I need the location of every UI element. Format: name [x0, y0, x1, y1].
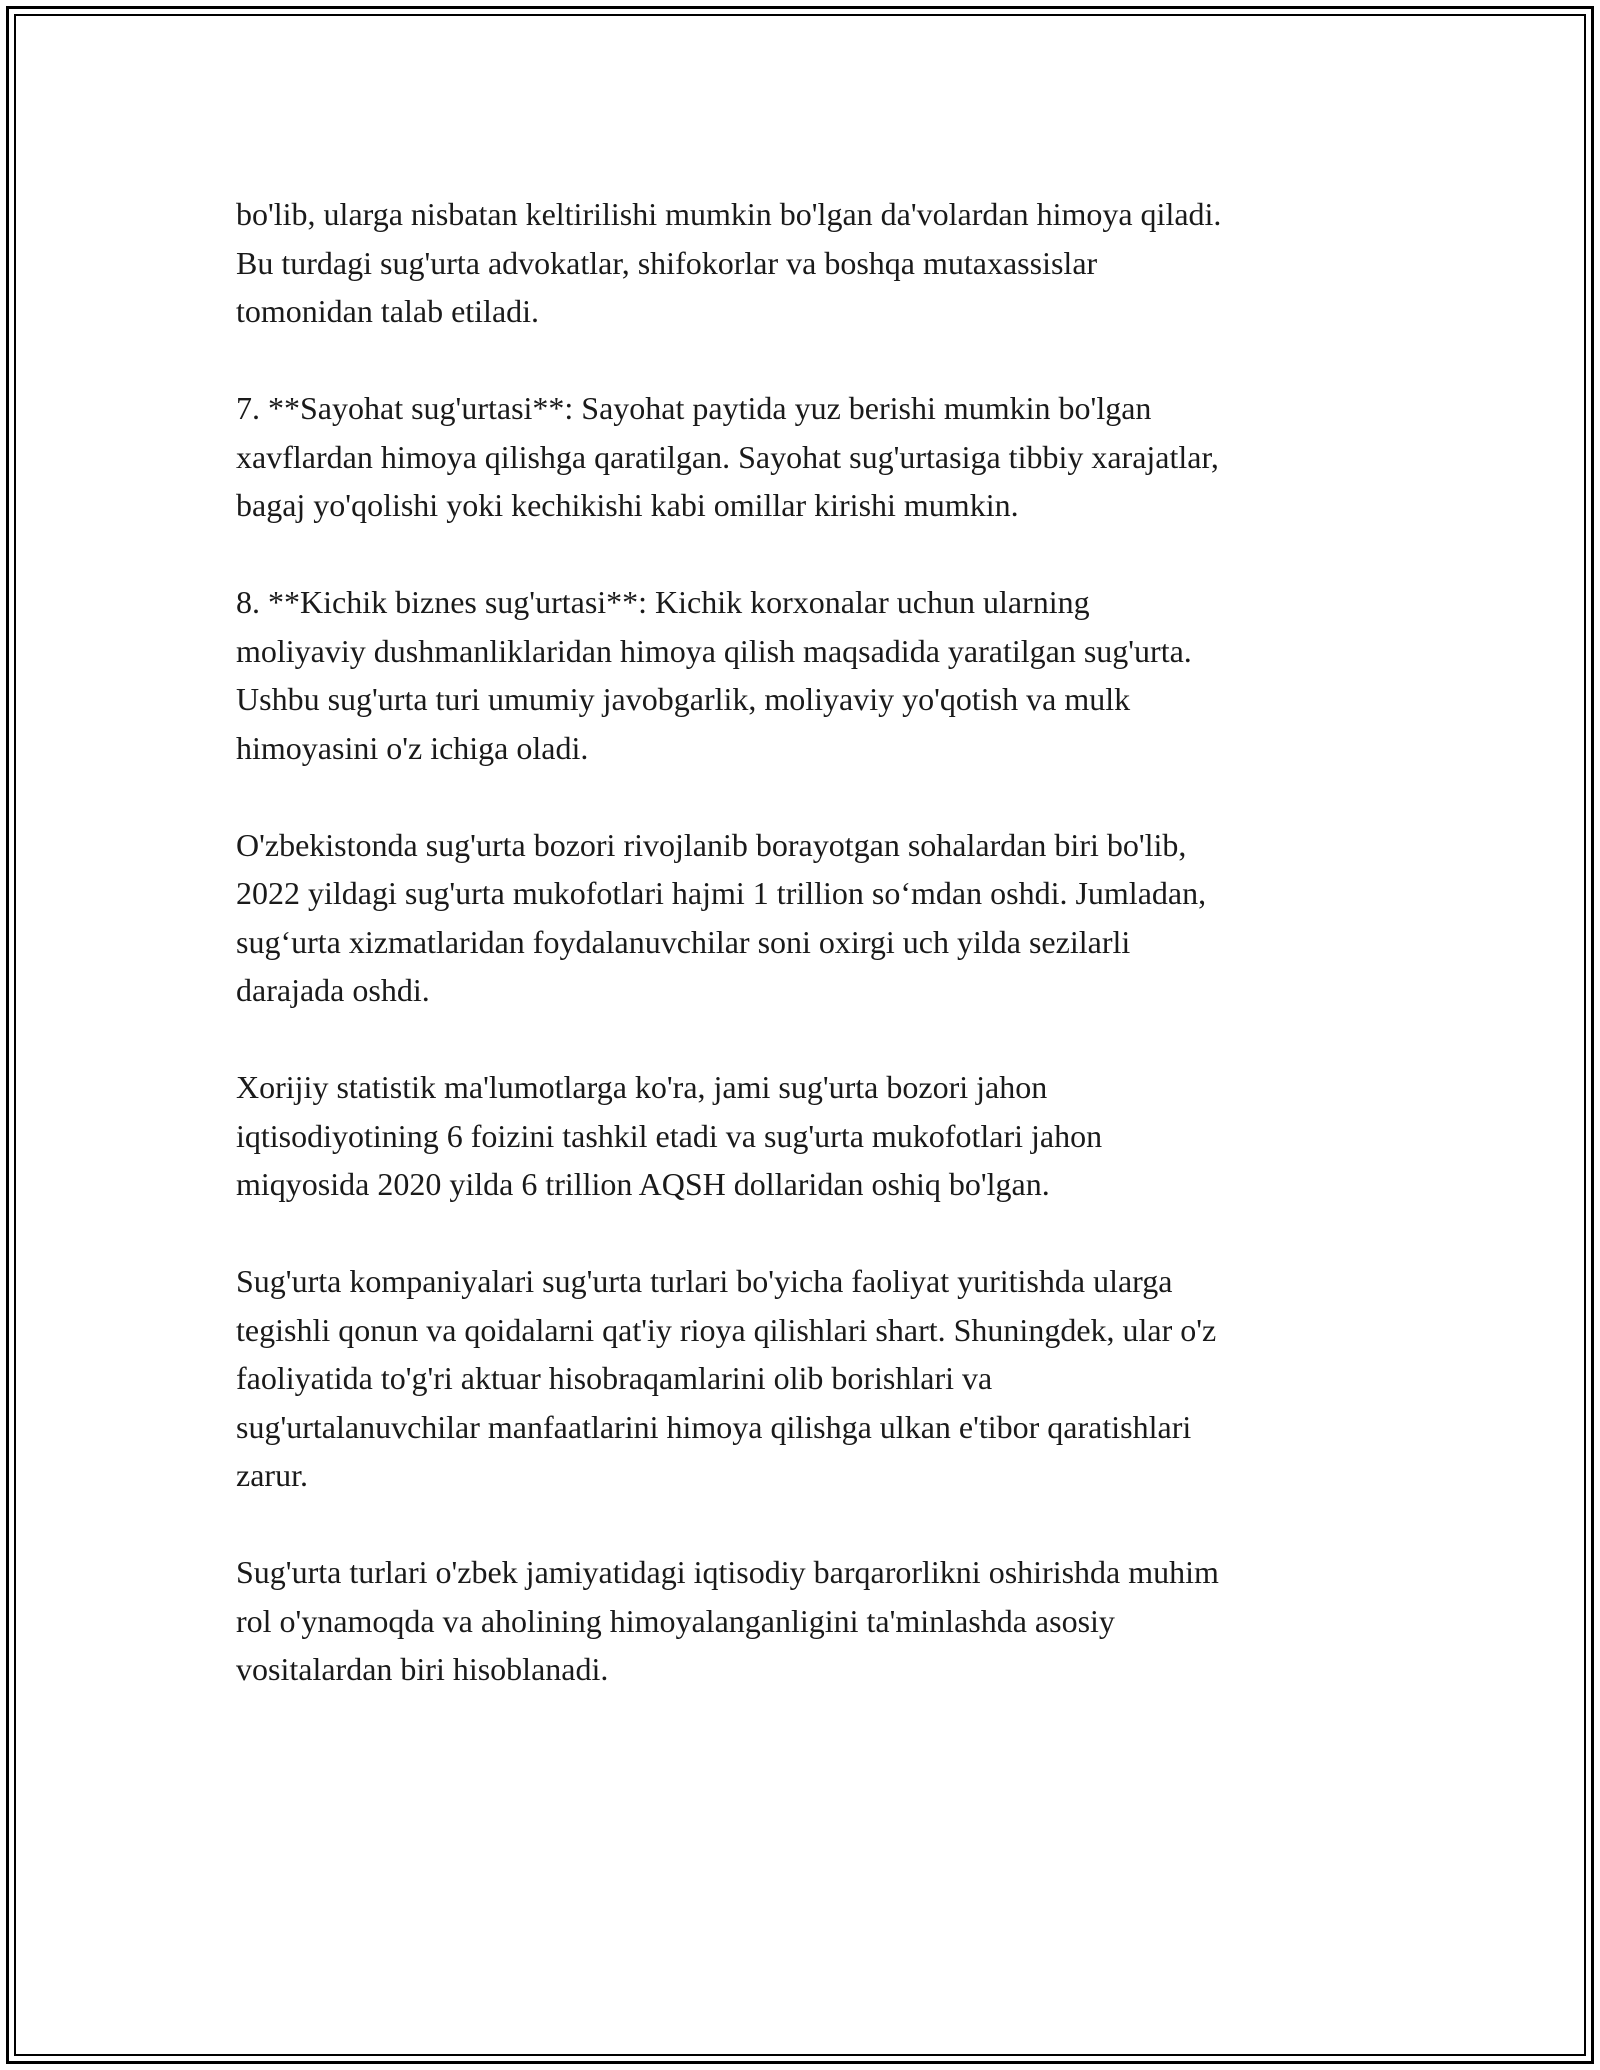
paragraph-uzbekistan-market: O'zbekistonda sug'urta bozori rivojlanib borayotgan sohalardan biri bo'lib, 2022 yildagi sug'urta mukofotlari hajmi 1 trillion so‘mdan oshdi. Jumladan, sug‘urta xizmatlaridan foydalanuvchilar soni oxirgi uch yilda sezilarli darajada oshdi.	[236, 826, 1207, 1008]
paragraph-travel-insurance: 7. **Sayohat sug'urtasi**: Sayohat paytida yuz berishi mumkin bo'lgan xavflardan himoya qilishga qaratilgan. Sayohat sug'urtasiga tibbiy xarajatlar, bagaj yo'qolishi yoki kechikishi kabi omillar kirishi mumkin.	[236, 390, 1219, 523]
paragraph-small-business-insurance: 8. **Kichik biznes sug'urtasi**: Kichik korxonalar uchun ularning moliyaviy dushmanliklaridan himoya qilish maqsadida yaratilgan sug'urta. Ushbu sug'urta turi umumiy javobgarlik, moliyaviy yo'qotish va mulk himoyasini o'z ichiga oladi.	[236, 584, 1192, 766]
paragraph-company-obligations: Sug'urta kompaniyalari sug'urta turlari bo'yicha faoliyat yuritishda ularga tegishli qonun va qoidalarni qat'iy rioya qilishlari shart. Shuningdek, ular o'z faoliyatida to'g'ri aktuar hisobraqamlarini olib borishlari va sug'urtalanuvchilar manfaatlarini himoya qilishga ulkan e'tibor qaratishlari zarur.	[236, 1263, 1217, 1493]
paragraph-conclusion: Sug'urta turlari o'zbek jamiyatidagi iqtisodiy barqarorlikni oshirishda muhim rol o'ynamoqda va aholining himoyalanganligini ta'minlashda asosiy vositalardan biri hisoblanadi.	[236, 1554, 1219, 1687]
paragraph-continuation: bo'lib, ularga nisbatan keltirilishi mumkin bo'lgan da'volardan himoya qiladi. Bu turdagi sug'urta advokatlar, shifokorlar va boshqa mutaxassislar tomonidan talab etiladi.	[236, 196, 1222, 329]
document-body	[236, 190, 1416, 1742]
paragraph-foreign-statistics: Xorijiy statistik ma'lumotlarga ko'ra, jami sug'urta bozori jahon iqtisodiyotining 6 foizini tashkil etadi va sug'urta mukofotlari jahon miqyosida 2020 yilda 6 trillion AQSH dollaridan oshiq bo'lgan.	[236, 1069, 1103, 1202]
